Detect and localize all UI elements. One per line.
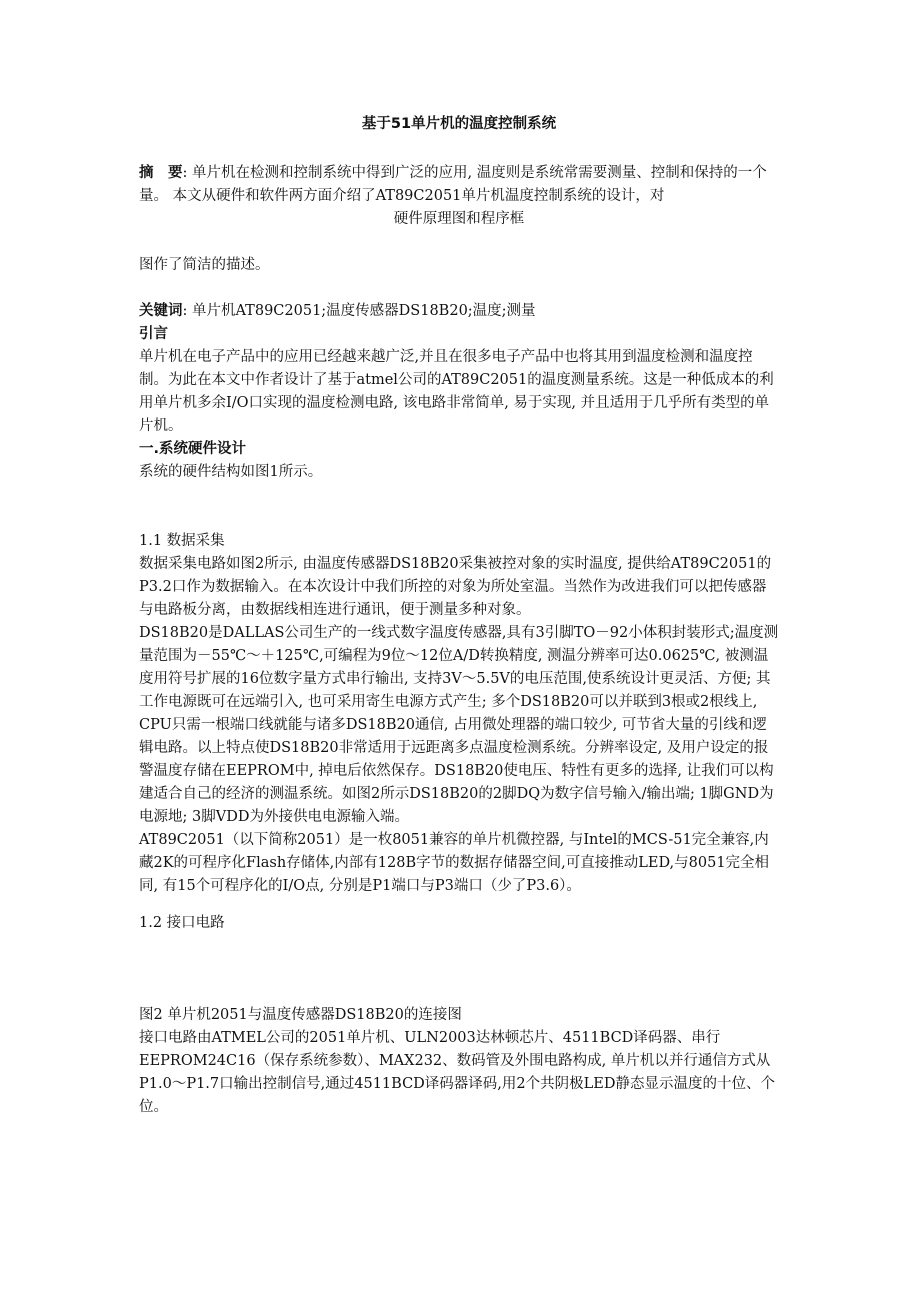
- document-page: [139, 112, 779, 1119]
- abstract-tail: 图作了简洁的描述。: [139, 257, 270, 273]
- section-1-heading: 一.系统硬件设计: [139, 441, 247, 457]
- keywords-label: 关键词: [139, 303, 183, 319]
- abstract-paragraph: [139, 162, 779, 208]
- section-1-2-heading: 1.2 接口电路: [139, 915, 225, 931]
- interface-circuit-paragraph: 接口电路由ATMEL公司的2051单片机、ULN2003达林顿芯片、4511BCD译码器、串行EEPROM24C16（保存系统参数）、MAX232、数码管及外围电路构成, 单片机以并行通信方式从P1.0～P1.7口输出控制信号,通过4511BCD译码器译码,用2个共阴极LED静态显示温度的十位、个位。: [139, 1030, 775, 1115]
- abstract-continuation: 硬件原理图和程序框: [393, 211, 525, 227]
- data-acquisition-paragraph: 数据采集电路如图2所示, 由温度传感器DS18B20采集被控对象的实时温度, 提供给AT89C2051的P3.2口作为数据输入。在本次设计中我们所控的对象为所处室温。当然作为改进我们可以把传感器与电路板分离，由数据线相连进行通讯，便于测量多种对象。: [139, 556, 772, 618]
- keywords-paragraph: [139, 300, 779, 323]
- document-title: 基于51单片机的温度控制系统: [361, 116, 557, 132]
- section-1-1-heading: 1.1 数据采集: [139, 533, 225, 549]
- figure-2-caption: 图2 单片机2051与温度传感器DS18B20的连接图: [139, 1007, 462, 1023]
- abstract-label: 摘 要: [139, 165, 183, 181]
- section-1-paragraph: 系统的硬件结构如图1所示。: [139, 464, 323, 480]
- intro-paragraph: 单片机在电子产品中的应用已经越来越广泛,并且在很多电子产品中也将其用到温度检测和温度控制。为此在本文中作者设计了基于atmel公司的AT89C2051的温度测量系统。这是一种低成本的利用单片机多余I/O口实现的温度检测电路, 该电路非常简单, 易于实现, 并且适用于几乎所有类型的单片机。: [139, 349, 774, 434]
- ds18b20-paragraph: DS18B20是DALLAS公司生产的一线式数字温度传感器,具有3引脚TO－92小体积封装形式;温度测量范围为－55℃～＋125℃,可编程为9位～12位A/D转换精度, 测温分辨率可达0.0625℃, 被测温度用符号扩展的16位数字量方式串行输出, 支持3V～5.5V的电压范围,使系统设计更灵活、方便; 其工作电源既可在远端引入, 也可采用寄生电源方式产生; 多个DS18B20可以并联到3根或2根线上, CPU只需一根端口线就能与诸多DS18B20通信, 占用微处理器的端口较少, 可节省大量的引线和逻辑电路。以上特点使DS18B20非常适用于远距离多点温度检测系统。分辨率设定, 及用户设定的报警温度存储在EEPROM中, 掉电后依然保存。DS18B20使电压、特性有更多的选择, 让我们可以构建适合自己的经济的测温系统。如图2所示DS18B20的2脚DQ为数字信号输入/输出端; 1脚GND为电源地; 3脚VDD为外接供电电源输入端。: [139, 625, 779, 825]
- abstract-text: : 单片机在检测和控制系统中得到广泛的应用, 温度则是系统常需要测量、控制和保持的一个量。 本文从硬件和软件两方面介绍了AT89C2051单片机温度控制系统的设计，对: [139, 165, 767, 204]
- at89c2051-paragraph: AT89C2051（以下简称2051）是一枚8051兼容的单片机微控器, 与Intel的MCS-51完全兼容,内藏2K的可程序化Flash存储体,内部有128B字节的数据存储器空间,可直接推动LED,与8051完全相同, 有15个可程序化的I/O点, 分别是P1端口与P3端口（少了P3.6）。: [139, 832, 770, 894]
- intro-heading: 引言: [139, 326, 168, 342]
- keywords-text: : 单片机AT89C2051;温度传感器DS18B20;温度;测量: [182, 303, 536, 319]
